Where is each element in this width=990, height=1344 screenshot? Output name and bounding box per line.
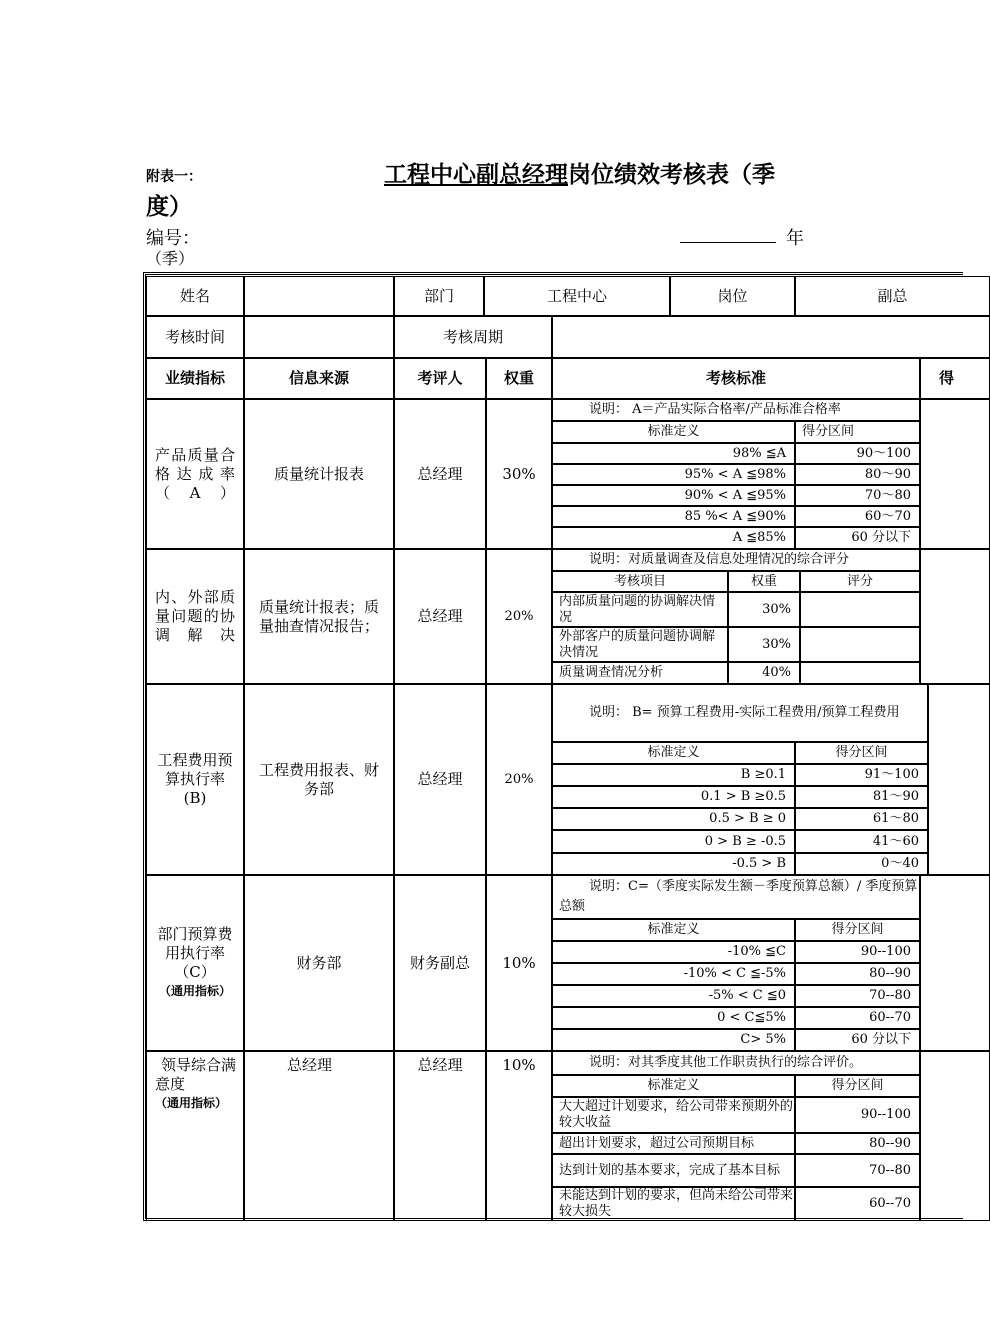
row3-h1: 标准定义 xyxy=(552,742,795,764)
row5-note: 说明：对其季度其他工作职责执行的综合评价。 xyxy=(552,1051,920,1075)
row2-item-1: 内部质量问题的协调解决情况 xyxy=(552,592,728,627)
row3-source: 工程费用报表、财务部 xyxy=(244,684,394,875)
row1-def-2: 95% < A ≦98% xyxy=(552,464,795,485)
row1-range-4: 60～70 xyxy=(795,506,920,527)
row4-range-1: 90--100 xyxy=(795,941,920,963)
row2-source: 质量统计报表；质量抽查情况报告； xyxy=(244,549,394,684)
row5-h2: 得分区间 xyxy=(795,1075,920,1097)
period-value[interactable] xyxy=(552,316,990,358)
row3-def-5: -0.5 > B xyxy=(552,853,795,875)
row4-score[interactable] xyxy=(920,875,990,1051)
year-label: 年 xyxy=(786,228,804,249)
row3-indicator: 工程费用预算执行率(B) xyxy=(146,684,244,875)
period-label: 考核周期 xyxy=(394,316,552,358)
row1-note: 说明： A＝产品实际合格率/产品标准合格率 xyxy=(552,399,920,421)
row3-rater: 总经理 xyxy=(394,684,486,875)
row5-source: 总经理 xyxy=(244,1051,394,1221)
row5-weight: 10% xyxy=(486,1051,552,1221)
row4-source: 财务部 xyxy=(244,875,394,1051)
row2-item-3: 质量调查情况分析 xyxy=(552,662,728,684)
row3-weight: 20% xyxy=(486,684,552,875)
row3-def-1: B ≥0.1 xyxy=(552,764,795,786)
row1-def-3: 90% < A ≦95% xyxy=(552,485,795,506)
row2-weight-2: 30% xyxy=(728,627,800,662)
row1-range-3: 70～80 xyxy=(795,485,920,506)
row5-range-4: 60--70 xyxy=(795,1187,920,1221)
title-rest: 岗位绩效考核表（季 xyxy=(568,161,775,188)
row3-h2: 得分区间 xyxy=(795,742,928,764)
row4-def-3: -5% < C ≦0 xyxy=(552,985,795,1007)
row4-range-4: 60--70 xyxy=(795,1007,920,1029)
row5-indicator: 领导综合满意度 xyxy=(155,1056,237,1093)
row2-weight-3: 40% xyxy=(728,662,800,684)
year-field xyxy=(680,224,804,250)
time-value[interactable] xyxy=(244,316,394,358)
row3-range-1: 91～100 xyxy=(795,764,928,786)
row4-note: 说明：C=（季度实际发生额－季度预算总额）/ 季度预算总额 xyxy=(552,875,920,919)
row3-def-3: 0.5 > B ≥ 0 xyxy=(552,808,795,830)
row4-h2: 得分区间 xyxy=(795,919,920,941)
row2-note: 说明：对质量调查及信息处理情况的综合评分 xyxy=(552,549,920,571)
row4-indicator-tag: （通用指标） xyxy=(158,984,231,998)
post-label: 岗位 xyxy=(670,276,795,316)
row1-range-5: 60 分以下 xyxy=(795,527,920,549)
row4-range-2: 80--90 xyxy=(795,963,920,985)
row1-score[interactable] xyxy=(920,399,990,549)
row5-def-4: 未能达到计划的要求，但尚未给公司带来较大损失 xyxy=(552,1187,795,1221)
col-source: 信息来源 xyxy=(244,358,394,399)
col-score: 得 xyxy=(920,358,990,399)
row4-weight: 10% xyxy=(486,875,552,1051)
row5-h1: 标准定义 xyxy=(552,1075,795,1097)
row2-score-1[interactable] xyxy=(800,592,920,627)
dept-value: 工程中心 xyxy=(484,276,670,316)
row5-range-1: 90--100 xyxy=(795,1097,920,1133)
row4-range-5: 60 分以下 xyxy=(795,1029,920,1051)
row1-def-4: 85 %< A ≦90% xyxy=(552,506,795,527)
row2-h3: 评分 xyxy=(800,571,920,592)
year-blank[interactable] xyxy=(680,224,776,243)
row5-def-1: 大大超过计划要求，给公司带来预期外的较大收益 xyxy=(552,1097,795,1133)
row1-source: 质量统计报表 xyxy=(244,399,394,549)
row2-weight: 20% xyxy=(486,549,552,684)
row3-note: 说明： B= 预算工程费用-实际工程费用/预算工程费用 xyxy=(552,684,928,742)
row1-def-1: 98% ≦A xyxy=(552,443,795,464)
col-weight: 权重 xyxy=(486,358,552,399)
row3-range-5: 0～40 xyxy=(795,853,928,875)
row2-h2: 权重 xyxy=(728,571,800,592)
row2-weight-1: 30% xyxy=(728,592,800,627)
row2-item-2: 外部客户的质量问题协调解决情况 xyxy=(552,627,728,662)
page-title-line2: 度） xyxy=(146,193,192,220)
row5-score[interactable] xyxy=(920,1051,990,1221)
name-label: 姓名 xyxy=(146,276,244,316)
time-label: 考核时间 xyxy=(146,316,244,358)
page-title xyxy=(384,156,775,189)
row5-rater: 总经理 xyxy=(394,1051,486,1221)
row2-indicator: 内、外部质量问题的协调解决 xyxy=(146,549,244,684)
row1-range-1: 90～100 xyxy=(795,443,920,464)
row1-range-2: 80～90 xyxy=(795,464,920,485)
row5-range-3: 70--80 xyxy=(795,1154,920,1187)
row2-score[interactable] xyxy=(920,549,990,684)
row4-indicator: 部门预算费用执行率（C） xyxy=(157,925,233,981)
post-value: 副总 xyxy=(795,276,990,316)
row5-indicator-tag: （通用指标） xyxy=(155,1096,228,1110)
row3-range-3: 61～80 xyxy=(795,808,928,830)
season-label: （季） xyxy=(146,249,195,268)
row5-def-2: 超出计划要求，超过公司预期目标 xyxy=(552,1133,795,1154)
row4-indicator-cell xyxy=(146,875,244,1051)
title-position: 工程中心副总经理 xyxy=(384,161,568,188)
col-indicator: 业绩指标 xyxy=(146,358,244,399)
row2-rater: 总经理 xyxy=(394,549,486,684)
row3-score[interactable] xyxy=(928,684,990,875)
row4-h1: 标准定义 xyxy=(552,919,795,941)
row1-def-5: A ≦85% xyxy=(552,527,795,549)
dept-label: 部门 xyxy=(394,276,484,316)
row5-def-3: 达到计划的基本要求，完成了基本目标 xyxy=(552,1154,795,1187)
row3-range-4: 41～60 xyxy=(795,830,928,853)
row3-def-2: 0.1 > B ≥0.5 xyxy=(552,786,795,808)
row4-def-5: C> 5% xyxy=(552,1029,795,1051)
row1-indicator: 产品质量合格达成率（A） xyxy=(146,399,244,549)
row5-range-2: 80--90 xyxy=(795,1133,920,1154)
row5-indicator-cell xyxy=(146,1051,244,1221)
row4-def-4: 0 < C≦5% xyxy=(552,1007,795,1029)
row4-def-1: -10% ≦C xyxy=(552,941,795,963)
row2-score-3[interactable] xyxy=(800,662,920,684)
row2-h1: 考核项目 xyxy=(552,571,728,592)
annex-label: 附表一： xyxy=(146,169,202,185)
col-standard: 考核标准 xyxy=(552,358,920,399)
row1-rater: 总经理 xyxy=(394,399,486,549)
name-value[interactable] xyxy=(244,276,394,316)
row3-range-2: 81～90 xyxy=(795,786,928,808)
col-rater: 考评人 xyxy=(394,358,486,399)
row1-h1: 标准定义 xyxy=(552,421,795,443)
row2-score-2[interactable] xyxy=(800,627,920,662)
code-label: 编号： xyxy=(146,228,200,249)
row4-def-2: -10% < C ≦-5% xyxy=(552,963,795,985)
row4-rater: 财务副总 xyxy=(394,875,486,1051)
row4-range-3: 70--80 xyxy=(795,985,920,1007)
row3-def-4: 0 > B ≥ -0.5 xyxy=(552,830,795,853)
row1-weight: 30% xyxy=(486,399,552,549)
row1-h2: 得分区间 xyxy=(795,421,920,443)
